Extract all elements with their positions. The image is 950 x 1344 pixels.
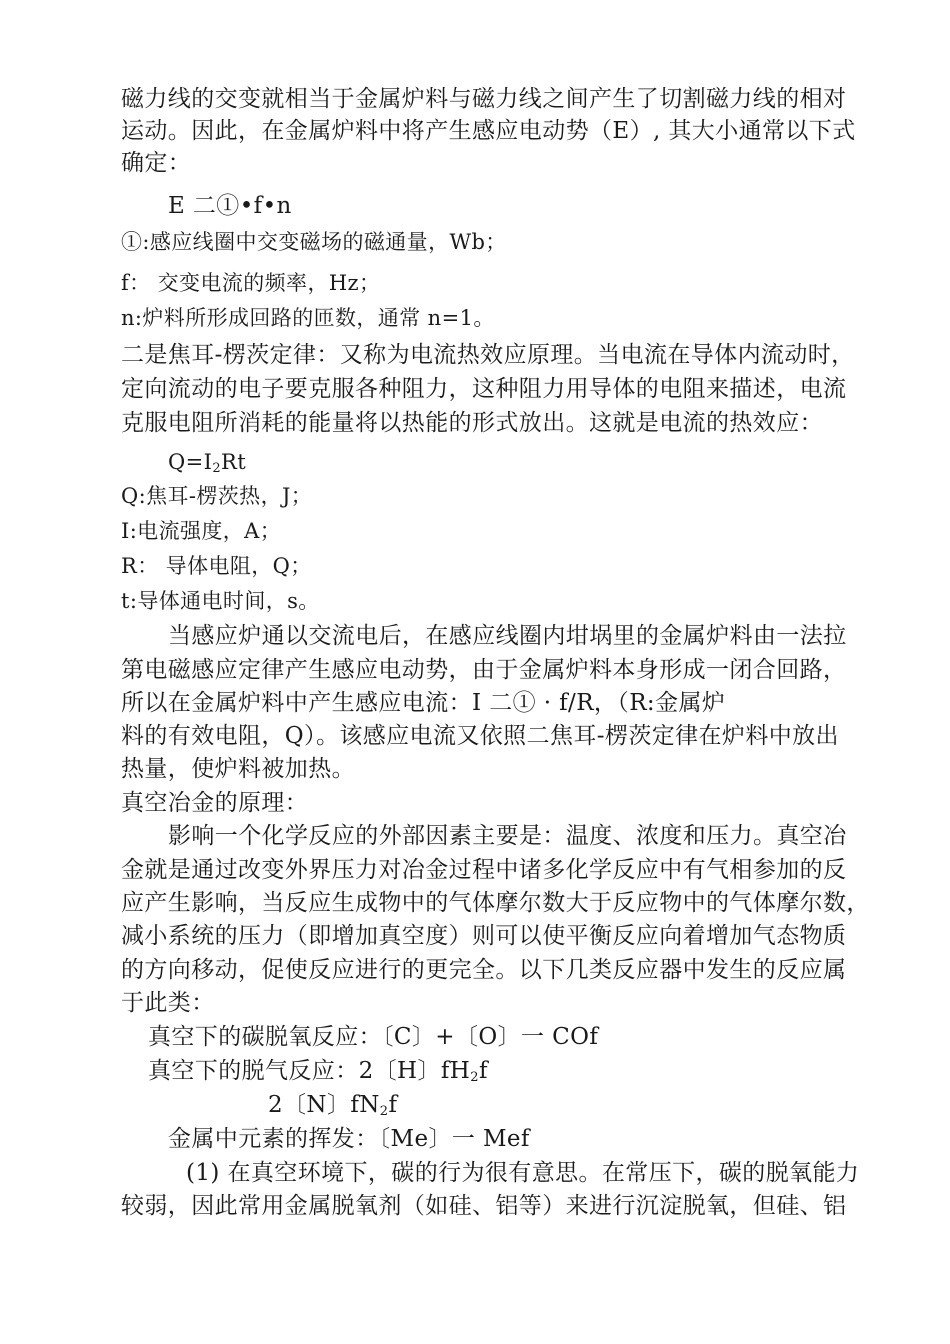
text-line: (1) 在真空环境下，碳的行为很有意思。在常压下，碳的脱氧能力 (186, 1160, 860, 1186)
text-line: 确定： (121, 150, 192, 176)
definition-line: t:导体通电时间，s。 (121, 589, 320, 613)
definition-line: ①:感应线圈中交变磁场的磁通量，Wb； (121, 230, 507, 254)
formula-joule-part: Q=I (168, 450, 213, 474)
reaction-subscript: 2 (470, 1070, 479, 1085)
reaction-line (268, 1090, 397, 1127)
text-line: 二是焦耳-楞茨定律：又称为电流热效应原理。当电流在导体内流动时， (121, 342, 855, 368)
text-line: 减小系统的压力（即增加真空度）则可以使平衡反应向着增加气态物质 (121, 923, 847, 949)
reaction-line: 真空下的碳脱氧反应：〔C〕+〔O〕一 COf (148, 1024, 599, 1050)
definition-line: R： 导体电阻，Q； (121, 554, 312, 578)
text-line: 所以在金属炉料中产生感应电流：I 二① · f/R，（R:金属炉 (121, 690, 726, 716)
formula-joule-part: Rt (220, 450, 247, 474)
text-line: 料的有效电阻，Q）。该感应电流又依照二焦耳-楞茨定律在炉料中放出 (121, 723, 839, 749)
formula-emf: E 二①•f•n (168, 193, 292, 219)
reaction-part: 真空下的脱气反应：2〔H〕fH (148, 1058, 471, 1084)
reaction-subscript: 2 (379, 1104, 389, 1119)
definition-line: f： 交变电流的频率，Hz； (121, 271, 381, 295)
definition-line: Q:焦耳-楞茨热，J； (121, 484, 313, 508)
reaction-part: f (388, 1092, 398, 1118)
text-line: 于此类： (121, 990, 215, 1016)
formula-joule (168, 447, 246, 484)
reaction-line (148, 1056, 488, 1093)
text-line: 运动。因此，在金属炉料中将产生感应电动势（E）, 其大小通常以下式 (121, 118, 856, 144)
reaction-line: 金属中元素的挥发：〔Me〕一 Mef (168, 1126, 530, 1152)
text-line: 的方向移动，促使反应进行的更完全。以下几类反应器中发生的反应属 (121, 957, 847, 983)
reaction-part: f (478, 1058, 488, 1084)
text-line: 第电磁感应定律产生感应电动势，由于金属炉料本身形成一闭合回路， (121, 657, 847, 683)
definition-line: n:炉料所形成回路的匝数，通常 n=1。 (121, 306, 495, 330)
text-line: 应产生影响，当反应生成物中的气体摩尔数大于反应物中的气体摩尔数， (121, 890, 870, 916)
text-line: 磁力线的交变就相当于金属炉料与磁力线之间产生了切割磁力线的相对 (121, 86, 847, 112)
text-line: 金就是通过改变外界压力对冶金过程中诸多化学反应中有气相参加的反 (121, 857, 847, 883)
text-line: 定向流动的电子要克服各种阻力，这种阻力用导体的电阻来描述，电流 (121, 376, 847, 402)
text-line: 较弱，因此常用金属脱氧剂（如硅、铝等）来进行沉淀脱氧，但硅、铝 (121, 1193, 847, 1219)
text-line: 影响一个化学反应的外部因素主要是：温度、浓度和压力。真空冶 (168, 823, 847, 849)
section-heading: 真空冶金的原理： (121, 790, 309, 816)
reaction-part: 2〔N〕fN (268, 1092, 380, 1118)
text-line: 热量，使炉料被加热。 (121, 756, 355, 782)
text-line: 当感应炉通以交流电后，在感应线圈内坩埚里的金属炉料由一法拉 (168, 623, 847, 649)
definition-line: I:电流强度，A； (121, 519, 282, 543)
text-line: 克服电阻所消耗的能量将以热能的形式放出。这就是电流的热效应： (121, 410, 823, 436)
formula-joule-subscript: 2 (212, 461, 221, 476)
